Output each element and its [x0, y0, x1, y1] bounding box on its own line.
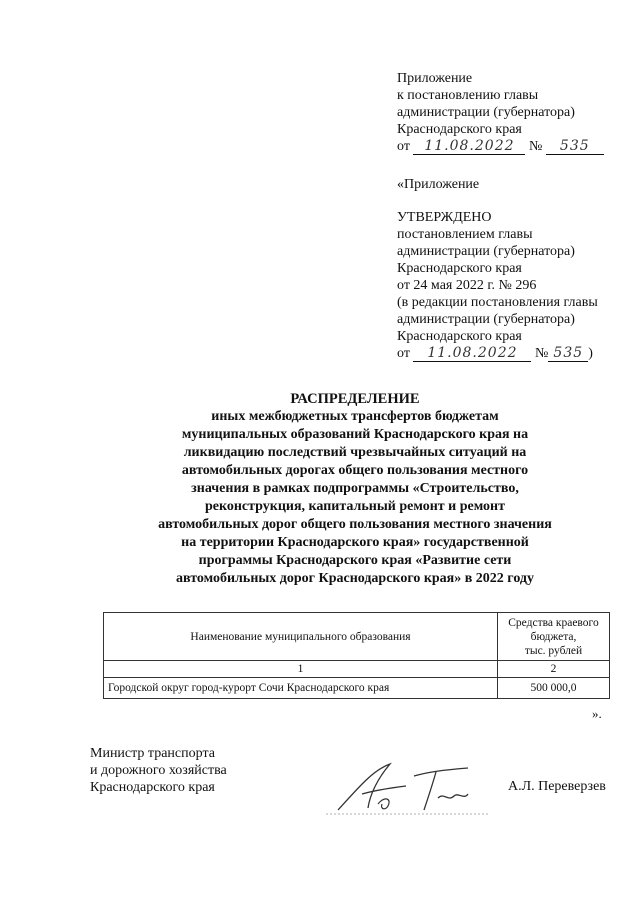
approved-stamp: УТВЕРЖДЕНО [397, 210, 492, 225]
title-line: автомобильных дорог общего пользования местного значения [158, 517, 552, 532]
header-sum-cell [498, 613, 610, 661]
municipality-name-cell: Городской округ город-курорт Сочи Краснодарского края [104, 678, 498, 699]
table-row [104, 678, 610, 699]
header-sum-line-2: бюджета, [530, 630, 577, 643]
number-label: № [534, 346, 549, 361]
title-line: муниципальных образований Краснодарского края на [181, 427, 529, 442]
approved-line-6: администрации (губернатора) [397, 312, 575, 327]
approved-line-4: от 24 мая 2022 г. № 296 [397, 278, 537, 293]
title-line: автомобильных дорог Краснодарского края» в 2022 году [176, 571, 534, 586]
title-heading: РАСПРЕДЕЛЕНИЕ [290, 391, 420, 407]
signatory-line-1: Министр транспорта [90, 746, 215, 761]
signatory-name: А.Л. Переверзев [508, 779, 606, 794]
appendix-quote-line: «Приложение [397, 177, 480, 192]
title-line: иных межбюджетных трансфертов бюджетам [211, 409, 499, 424]
close-paren: ) [588, 346, 593, 361]
approved-line-2: администрации (губернатора) [397, 244, 575, 259]
table-header-row [104, 613, 610, 661]
handwritten-number: 535 [546, 139, 604, 155]
number-label: № [528, 139, 543, 154]
header-name-cell: Наименование муниципального образования [104, 613, 498, 661]
amount-cell: 500 000,0 [498, 678, 610, 699]
handwritten-date: 11.08.2022 [413, 139, 525, 155]
handwritten-date: 11.08.2022 [413, 346, 531, 362]
appendix-line-2: к постановлению главы [397, 88, 539, 103]
closing-quote: ». [592, 706, 602, 721]
appendix-block [397, 70, 604, 155]
from-label: от [397, 139, 410, 154]
distribution-table [103, 612, 610, 699]
approved-line-3: Краснодарского края [397, 261, 522, 276]
title-line: значения в рамках подпрограммы «Строительство, [191, 481, 519, 496]
approved-line-5: (в редакции постановления главы [397, 295, 598, 310]
approved-line-1: постановлением главы [397, 227, 533, 242]
title-line: на территории Краснодарского края» государственной [181, 535, 529, 550]
title-line: автомобильных дорогах общего пользования местного [181, 463, 529, 478]
handwritten-number: 535 [548, 346, 588, 362]
column-number-1: 1 [104, 661, 498, 678]
signatory-line-3: Краснодарского края [90, 780, 215, 795]
handwritten-signature [318, 758, 498, 818]
signatory-line-2: и дорожного хозяйства [90, 763, 227, 778]
appendix-line-3: администрации (губернатора) [397, 105, 575, 120]
column-number-2: 2 [498, 661, 610, 678]
appendix-line-4: Краснодарского края [397, 122, 522, 137]
title-line: реконструкция, капитальный ремонт и ремонт [204, 499, 506, 514]
document-title [90, 390, 620, 588]
column-number-row [104, 661, 610, 678]
signatory-block [90, 745, 227, 796]
header-sum-line-1: Средства краевого [508, 616, 599, 629]
header-sum-line-3: тыс. рублей [524, 644, 583, 657]
title-line: программы Краснодарского края «Развитие сети [198, 553, 512, 568]
approved-line-7: Краснодарского края [397, 329, 522, 344]
approved-date-number [397, 345, 598, 362]
from-label: от [397, 346, 410, 361]
approved-block [397, 176, 598, 362]
appendix-date-number [397, 138, 604, 155]
title-line: ликвидацию последствий чрезвычайных ситуаций на [183, 445, 527, 460]
appendix-line-1: Приложение [397, 71, 473, 86]
